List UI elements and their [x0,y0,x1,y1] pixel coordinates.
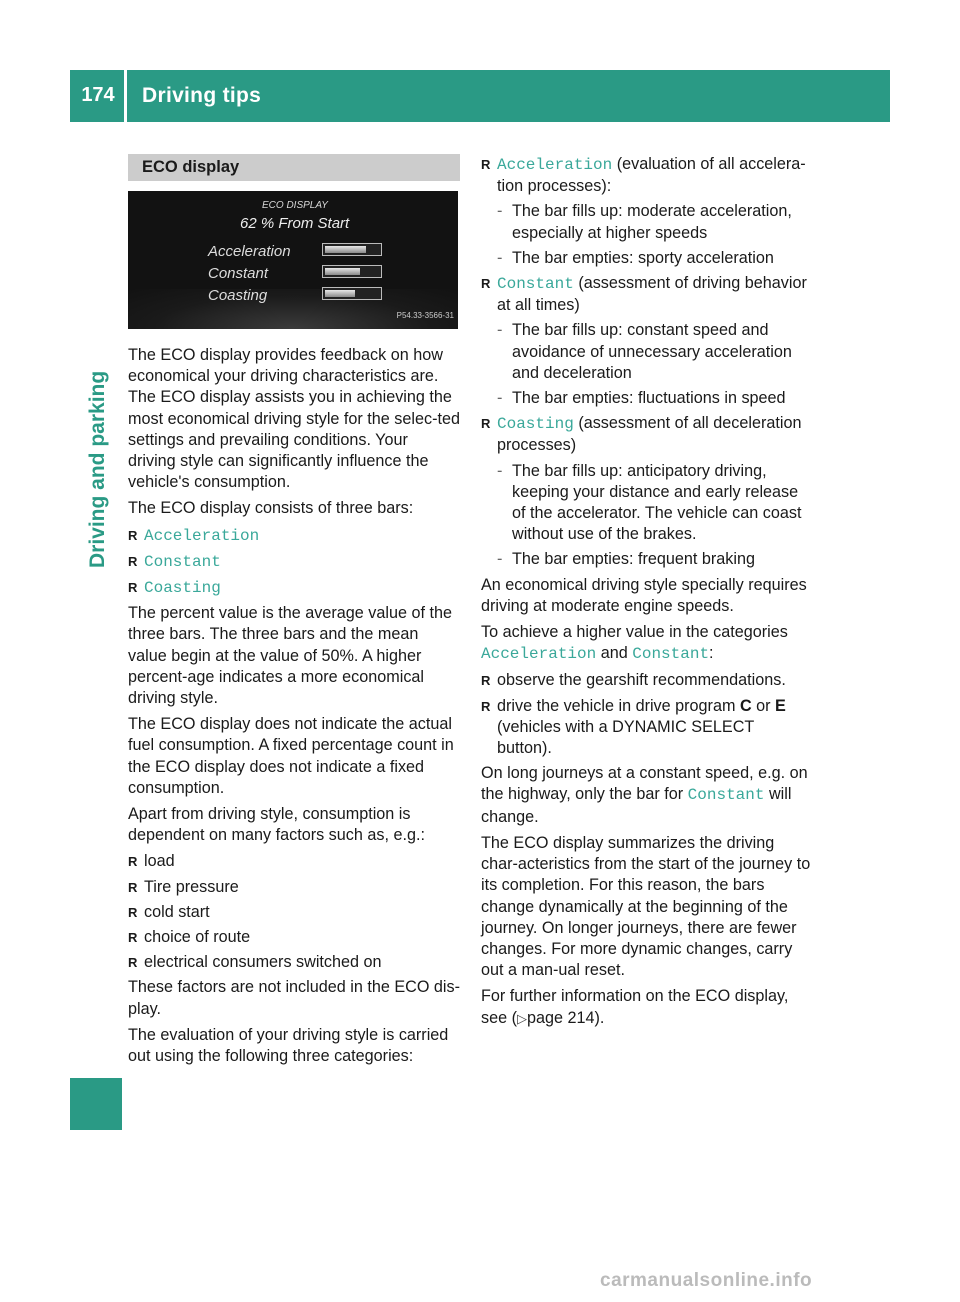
list-item-text: or [756,696,771,715]
dash-mark: - [497,550,503,569]
bullet-mark: R [128,930,138,946]
paragraph [481,986,813,1028]
bullet-mark: R [128,955,138,971]
category-description: (evaluation of all accelera-tion processes): [497,155,806,196]
eco-image-bar-coasting [322,287,382,300]
bar-fill [325,290,355,297]
paragraph: These factors are not included in the ECO dis-play. [128,978,461,1018]
category-description: (assessment of driving behavior at all times) [497,274,807,315]
watermark: carmanualsonline.info [600,1270,813,1291]
sub-list-text: The bar fills up: constant speed and avoidance of unnecessary acceleration and deceleration [512,321,792,382]
eco-image-label-constant: Constant [208,265,269,282]
page-number: 174 [81,84,115,106]
code-term: Constant [687,786,765,805]
sub-list-item [481,461,813,546]
list-item-text: cold start [144,902,210,921]
paragraph-text: To achieve a higher value in the categories [481,623,788,642]
dash-mark: - [497,248,503,267]
page-reference-arrow-icon: ▷ [517,1010,527,1026]
code-term: Acceleration [497,156,613,174]
bullet-mark: R [128,527,138,543]
list-item [128,902,460,923]
eco-image-label-coasting: Coasting [208,287,268,304]
paragraph-text: On long journeys at a constant speed, e.g. on the highway, only the bar for [481,764,808,804]
code-term: Coasting [497,415,574,434]
page-title: Driving tips [142,84,262,107]
list-item [128,952,460,973]
list-item-text: load [144,852,175,871]
paragraph: The ECO display provides feedback on how economical your driving characteristics are. The ECO display assists you in achieving the most economical driving style for the selec-ted settings and prevailing conditions. Your driving style can significantly influence the vehicle's consumption. [128,346,460,492]
list-item [481,696,813,760]
right-column [481,154,813,1034]
eco-image-bar-constant [322,265,382,278]
list-item-text: observe the gearshift recommendations. [497,671,786,690]
eco-image-percent: 62 % From Start [240,215,350,232]
list-item [128,525,460,547]
dash-mark: - [497,461,503,480]
paragraph-text: and [600,644,628,663]
eco-image-label-acceleration: Acceleration [208,243,291,260]
code-term: Constant [632,645,710,664]
paragraph: The evaluation of your driving style is carried out using the following three categories: [128,1025,449,1066]
list-item-text: drive the vehicle in drive program [497,696,736,715]
side-tab [74,370,122,568]
bullet-mark: R [128,879,138,895]
sub-list-text: The bar empties: frequent braking [512,550,755,569]
eco-image-bar-acceleration [322,243,382,256]
code-term: Acceleration [481,645,597,664]
paragraph: The ECO display summarizes the driving char-acteristics from the start of the journey to its completion. For this reason, the bars change dynamically at the beginning of the journey. On longer journeys, there are fewer changes. For more dynamic changes, carry out a man-ual reset. [481,833,811,980]
list-item-text: electrical consumers switched on [144,953,382,972]
category-item [481,413,813,456]
left-column [128,154,460,1072]
sub-list-text: The bar empties: fluctuations in speed [512,389,786,408]
side-tab-marker [70,1078,122,1130]
sub-list-item [481,248,813,269]
sub-list-text: The bar empties: sporty acceleration [512,248,774,267]
list-item-text: (vehicles with a DYNAMIC SELECT button). [497,717,754,758]
paragraph: The ECO display does not indicate the actual fuel consumption. A fixed percentage count in the ECO display does not indicate a fixed consumption. [128,715,454,797]
paragraph-text: will change. [481,785,792,826]
bar-fill [325,268,360,275]
bullet-mark: R [128,904,138,920]
bullet-mark: R [128,854,138,870]
header-divider [124,70,127,122]
code-term: Acceleration [144,526,260,545]
list-item [128,927,460,948]
category-item [481,273,813,316]
list-item [128,851,460,872]
list-item [481,670,813,691]
code-term: Constant [144,552,221,571]
list-item [128,877,460,898]
dash-mark: - [497,389,503,408]
bullet-mark: R [481,157,491,172]
dash-mark: - [497,321,503,340]
list-item-text: choice of route [144,928,251,947]
category-item [481,154,813,197]
paragraph [481,622,813,665]
image-code: P54.33-3566-31 [396,310,454,320]
paragraph-text: : [709,644,714,663]
paragraph: An economical driving style specially requires driving at moderate engine speeds. [481,575,807,615]
paragraph [481,763,813,828]
code-term: Constant [497,275,574,294]
drive-program-e: E [775,696,786,715]
bullet-mark: R [128,580,138,596]
sub-list-item [481,320,813,384]
sub-list-text: The bar fills up: moderate acceleration, especially at higher speeds [512,202,792,242]
code-term: Coasting [144,579,221,598]
bullet-mark: R [128,553,138,569]
list-item-text: Tire pressure [144,877,239,896]
category-description: (assessment of all deceleration processes) [497,414,802,455]
bullet-mark: R [481,673,491,689]
bullet-mark: R [481,416,491,432]
paragraph: Apart from driving style, consumption is dependent on many factors such as, e.g.: [128,805,425,845]
section-heading: ECO display [128,154,460,181]
list-item [128,551,460,573]
paragraph-text: For further information on the ECO display, see ( [481,987,789,1027]
eco-image-title: ECO DISPLAY [262,200,328,211]
drive-program-c: C [739,696,752,715]
sub-list-item [481,201,813,243]
side-tab-label: Driving and parking [86,370,109,568]
dash-mark: - [497,202,503,221]
eco-display-image [128,191,458,329]
sub-list-item [481,549,813,570]
page-reference-link[interactable]: page 214). [527,1008,605,1027]
bullet-mark: R [481,276,491,292]
bullet-mark: R [481,698,491,714]
paragraph: The ECO display consists of three bars: [128,499,414,518]
paragraph: The percent value is the average value of the three bars. The three bars and the mean value begin at the value of 50%. A higher percent-age indicates a more economical driving style. [128,604,452,708]
bar-fill [325,246,366,253]
sub-list-item [481,388,813,409]
list-item [128,577,460,599]
sub-list-text: The bar fills up: anticipatory driving, keeping your distance and early release of the accelerator. The vehicle can coast without use of the brakes. [512,461,802,544]
